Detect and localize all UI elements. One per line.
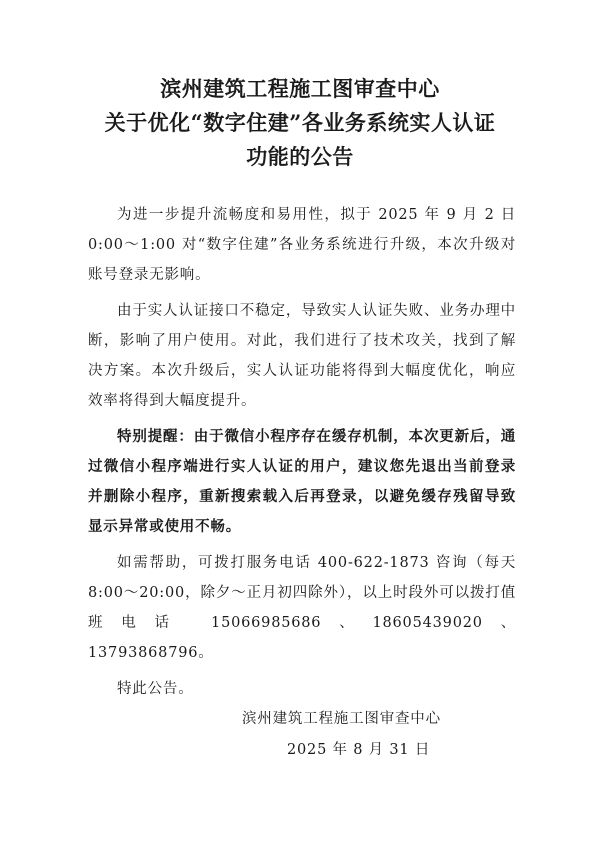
notice-body <box>88 200 516 710</box>
notice-title <box>60 72 540 174</box>
title-line-organization: 滨州建筑工程施工图审查中心 <box>160 76 440 101</box>
special-reminder-label: 特别提醒： <box>117 428 194 445</box>
paragraph-upgrade-schedule: 为进一步提升流畅度和易用性，拟于 2025 年 9 月 2 日 0:00～1:00 对“数字住建”各业务系统进行升级，本次升级对账号登录无影响。 <box>88 207 516 283</box>
special-reminder-text: 由于微信小程序存在缓存机制，本次更新后，通过微信小程序端进行实人认证的用户，建议您先退出当前登录并删除小程序，重新搜索载入后再登录，以避免缓存残留导致显示异常或使用不畅。 <box>88 428 516 535</box>
title-line-subject: 关于优化“数字住建”各业务系统实人认证 <box>104 110 496 135</box>
paragraph-reason: 由于实人认证接口不稳定，导致实人认证失败、业务办理中断，影响了用户使用。对此，我们进行了技术攻关，找到了解决方案。本次升级后，实人认证功能将得到大幅度优化，响应效率将得到大幅度提升。 <box>88 303 516 409</box>
paragraph-closing: 特此公告。 <box>117 681 194 697</box>
signature-organization: 滨州建筑工程施工图审查中心 <box>242 711 441 727</box>
paragraph-special-reminder <box>88 422 516 542</box>
signature-date: 2025 年 8 月 31 日 <box>287 742 431 758</box>
title-line-subject-end: 功能的公告 <box>246 144 354 169</box>
paragraph-help-contact: 如需帮助，可拨打服务电话 400-622-1873 咨询（每天 8:00～20:00，除夕～正月初四除外），以上时段外可以拨打值班电话 15066985686、18605439020、13793868796。 <box>88 555 516 661</box>
